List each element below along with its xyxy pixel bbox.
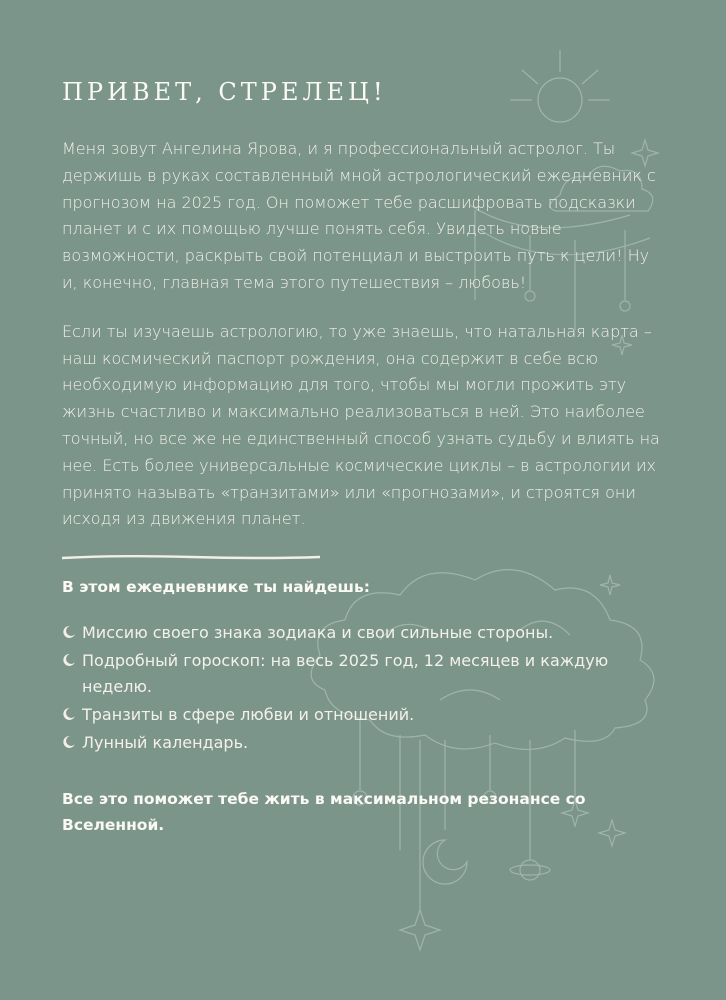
list-item xyxy=(62,648,662,700)
list-item xyxy=(62,730,662,756)
list-heading: В этом ежедневнике ты найдешь: xyxy=(62,578,371,597)
list-item xyxy=(62,702,662,728)
crescent-moon-icon xyxy=(62,625,76,639)
hanging-moon-icon xyxy=(423,840,467,884)
features-list xyxy=(62,620,662,756)
page-title: ПРИВЕТ, СТРЕЛЕЦ! xyxy=(62,78,387,106)
hanging-star-icon xyxy=(400,910,440,950)
astrology-paragraph: Если ты изучаешь астрологию, то уже знаешь, что натальная карта – наш космический паспорт рождения, она содержит в себе всю необходимую информацию для того, чтобы мы могли прожить эту жизнь счастливо и максимально реализоваться в ней. Это наиболее точный, но все же не единственный способ узнать судьбу и влиять на нее. Есть более универсальные космические циклы – в астрологии их принято называть «транзитами» или «прогнозами», и строятся они исходя из движения планет. xyxy=(62,321,660,529)
list-item xyxy=(62,620,662,646)
list-item-text: Транзиты в сфере любви и отношений. xyxy=(82,705,415,725)
list-item-text: Лунный календарь. xyxy=(82,733,249,753)
intro-paragraph: Меня зовут Ангелина Ярова, и я профессиональный астролог. Ты держишь в руках составленный мной астрологический ежедневник с прогнозом на 2025 год. Он поможет тебе расшифровать подсказки планет и с их помощью лучше понять себя. Увидеть новые возможности, раскрыть свой потенциал и выстроить путь к цели! Ну и, конечно, главная тема этого путешествия – любовь! xyxy=(62,139,656,292)
list-item-text: Подробный гороскоп: на весь 2025 год, 12 месяцев и каждую неделю. xyxy=(82,651,609,697)
list-item-text: Миссию своего знака зодиака и свои сильные стороны. xyxy=(82,623,554,643)
brush-divider xyxy=(62,555,320,560)
crescent-moon-icon xyxy=(62,653,76,667)
closing-statement: Все это поможет тебе жить в максимальном резонансе со Вселенной. xyxy=(62,790,586,835)
main-content xyxy=(62,78,662,838)
crescent-moon-icon xyxy=(62,735,76,749)
crescent-moon-icon xyxy=(62,707,76,721)
